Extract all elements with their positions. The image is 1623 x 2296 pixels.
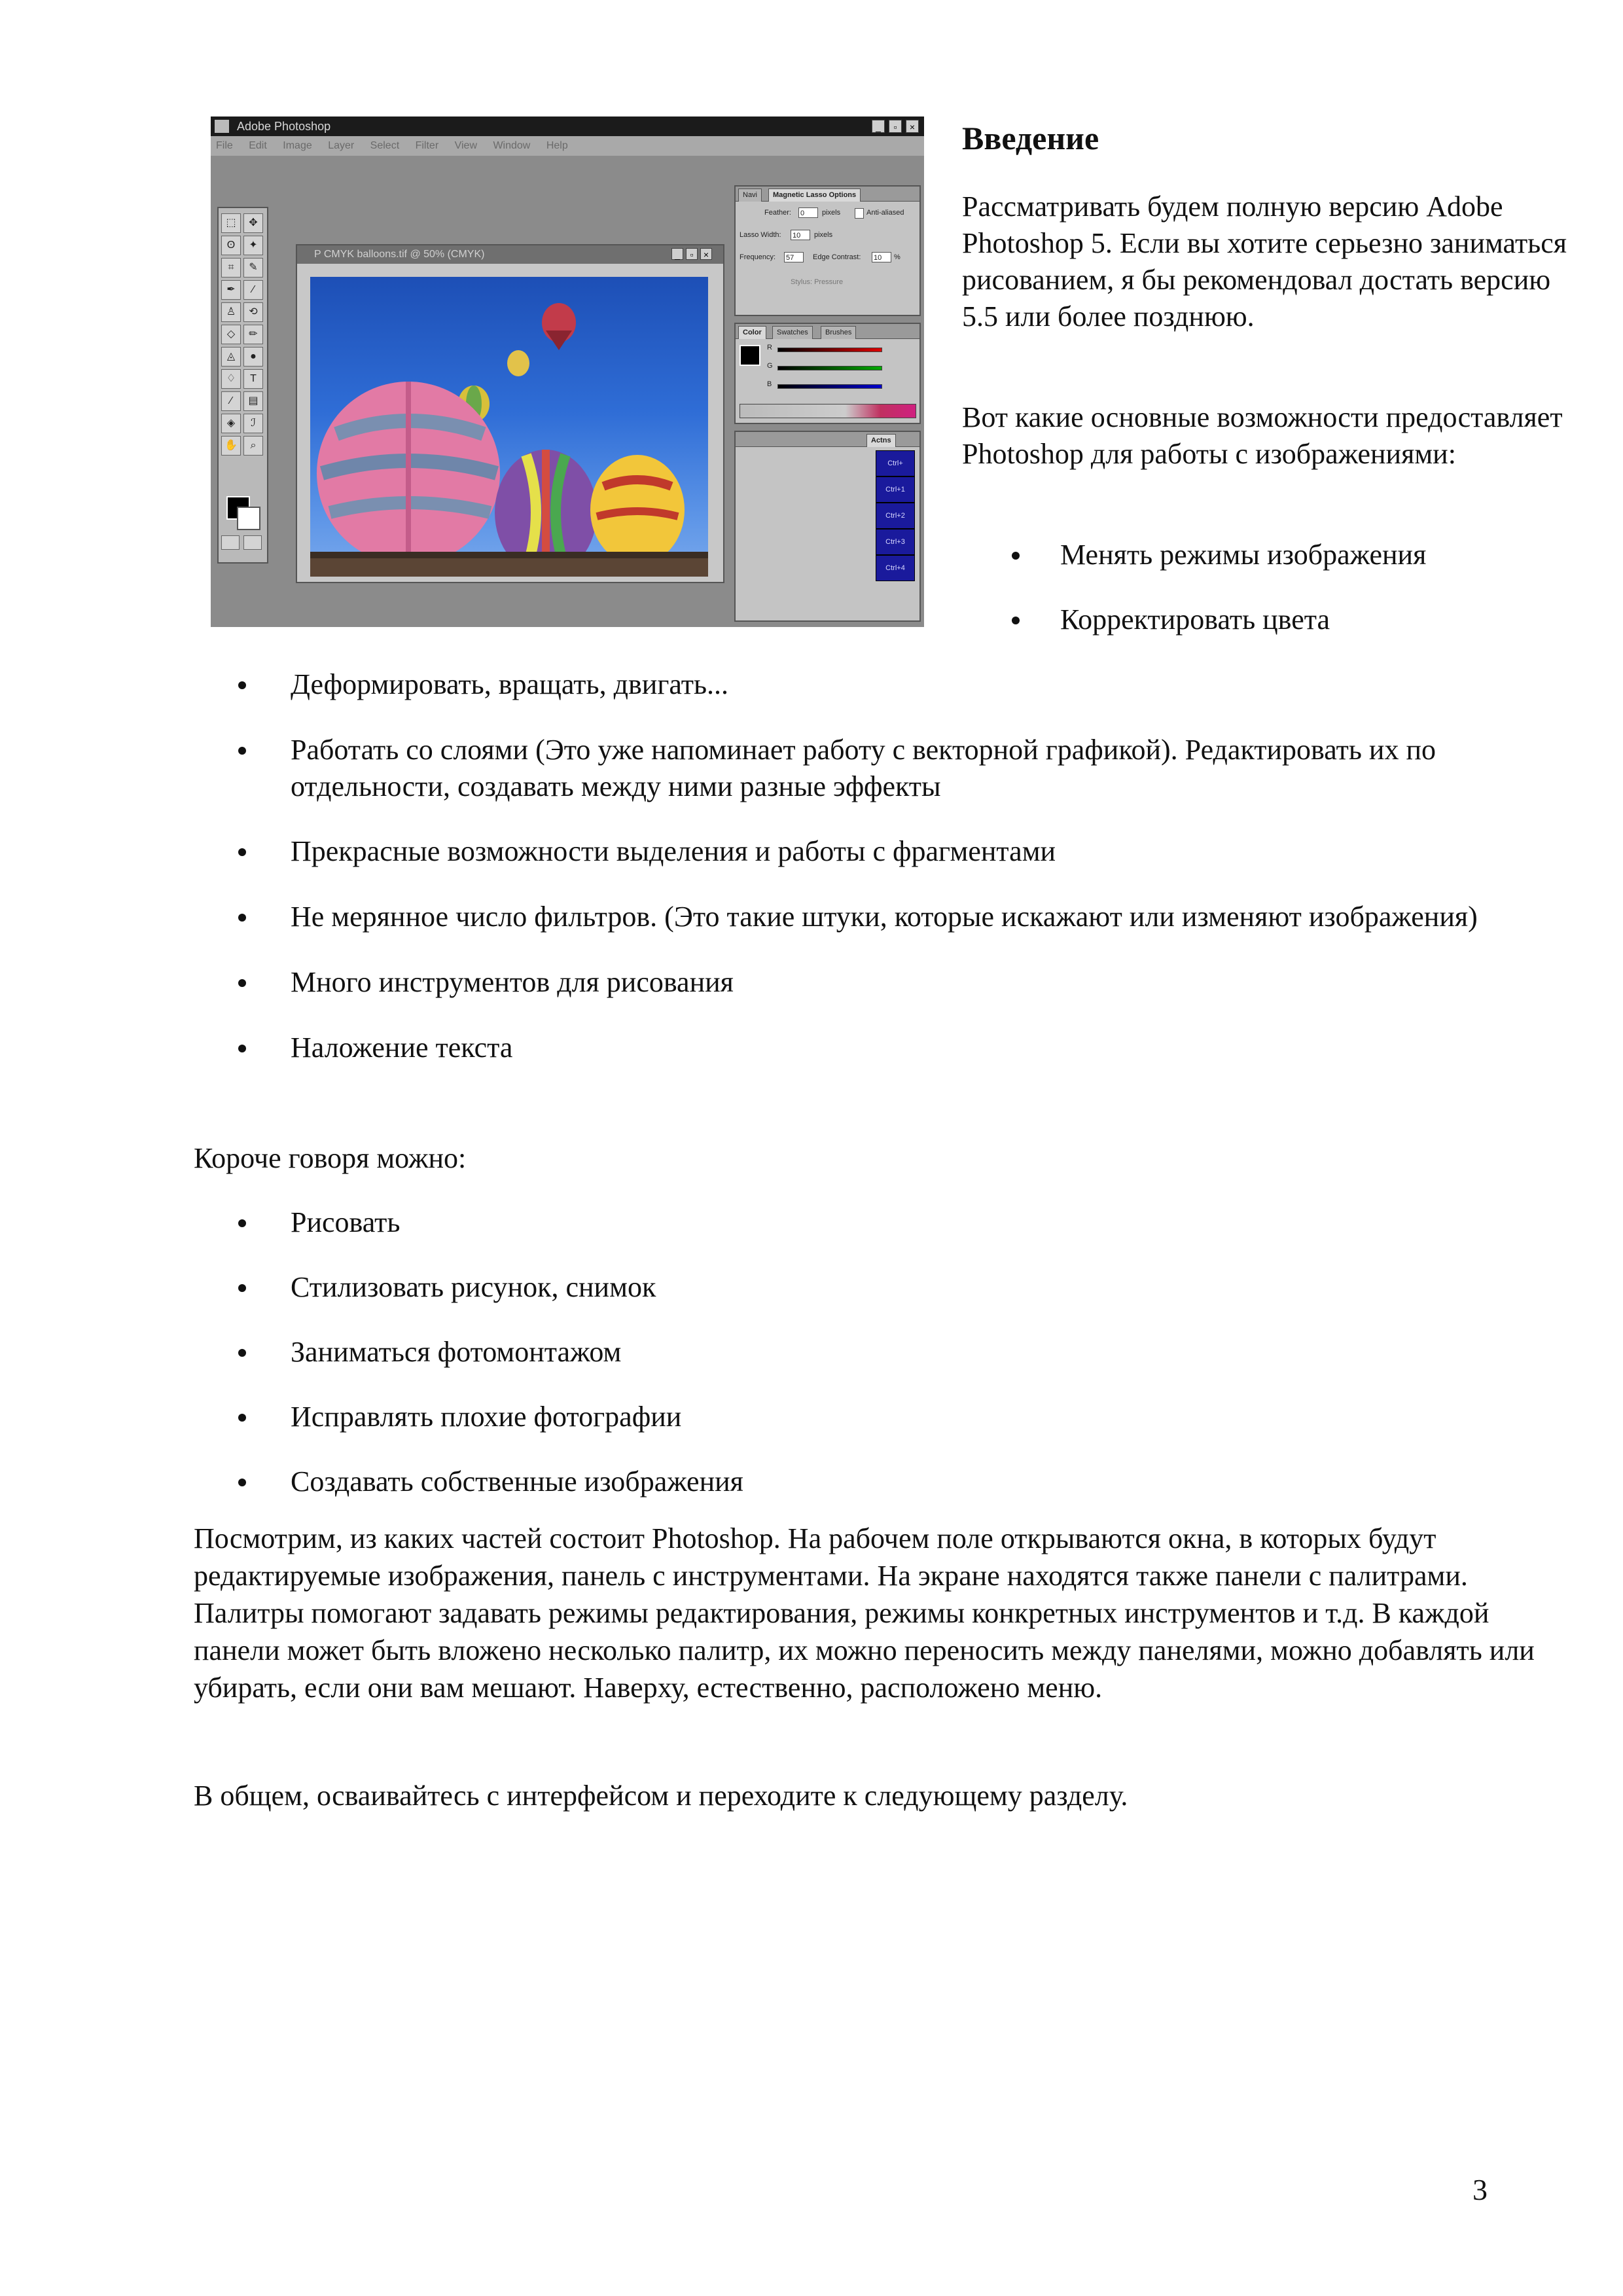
quick-mask-icon[interactable]	[243, 535, 262, 550]
action-button-4[interactable]: Ctrl+4	[876, 555, 915, 581]
bullet-icon	[238, 1045, 246, 1052]
list-item: Работать со слоями (Это уже напоминает работу с векторной графикой). Редактировать их по отдельности, создавать между ними разные эффекты	[194, 732, 1581, 805]
action-button-1[interactable]: Ctrl+1	[876, 476, 915, 503]
menu-image[interactable]: Image	[283, 140, 312, 151]
channel-g-label: G	[767, 362, 773, 370]
tab-swatches[interactable]: Swatches	[772, 326, 813, 339]
tab-navigator[interactable]: Navi	[738, 188, 762, 202]
document-window	[296, 244, 724, 583]
move-icon[interactable]: ✥	[243, 213, 263, 233]
list-item: Корректировать цвета	[967, 601, 1596, 638]
section-heading: Введение	[962, 120, 1099, 156]
list-item: Стилизовать рисунок, снимок	[194, 1269, 1581, 1306]
bullet-icon	[238, 681, 246, 689]
list-item: Создавать собственные изображения	[194, 1463, 1581, 1500]
action-button-3[interactable]: Ctrl+3	[876, 529, 915, 555]
action-button-0[interactable]: Ctrl+	[876, 450, 915, 476]
menu-select[interactable]: Select	[370, 140, 400, 151]
channel-b-label: B	[767, 380, 772, 388]
crop-icon[interactable]: ⌗	[221, 258, 241, 278]
menu-edit[interactable]: Edit	[249, 140, 267, 151]
lasso-width-label: Lasso Width:	[740, 231, 781, 239]
type-icon[interactable]: T	[243, 369, 263, 389]
minimize-icon[interactable]: _	[872, 120, 885, 133]
list-item: Исправлять плохие фотографии	[194, 1399, 1581, 1435]
bullet-icon	[238, 1284, 246, 1292]
closing-paragraph: В общем, осваивайтесь с интерфейсом и переходите к следующему разделу.	[194, 1780, 1128, 1812]
stamp-icon[interactable]: ♙	[221, 302, 241, 322]
list-item: Заниматься фотомонтажом	[194, 1334, 1581, 1371]
eraser-icon[interactable]: ◇	[221, 325, 241, 344]
frequency-label: Frequency:	[740, 253, 776, 261]
background-color-swatch[interactable]	[237, 507, 260, 530]
gradient-icon[interactable]: ▤	[243, 391, 263, 411]
slice-icon[interactable]: ✎	[243, 258, 263, 278]
hand-icon[interactable]: ✋	[221, 436, 241, 456]
list-item: Не мерянное число фильтров. (Это такие штуки, которые искажают или изменяют изображения)	[194, 899, 1581, 935]
doc-close-icon[interactable]: ×	[700, 248, 712, 260]
zoom-icon[interactable]: ⌕	[243, 436, 263, 456]
tab-actions[interactable]: Actns	[866, 434, 896, 447]
menu-file[interactable]: File	[216, 140, 233, 151]
bullet-icon	[238, 979, 246, 987]
edge-contrast-unit: %	[894, 253, 901, 261]
page-number: 3	[1472, 2173, 1488, 2206]
stylus-pressure-label: Stylus: Pressure	[791, 278, 844, 286]
list-item: Рисовать	[194, 1204, 1581, 1241]
capabilities-lead: Вот какие основные возможности предоставляет Photoshop для работы с изображениями:	[962, 401, 1563, 470]
green-slider[interactable]	[777, 366, 882, 370]
toolbox	[217, 207, 268, 564]
doc-maximize-icon[interactable]: ▫	[686, 248, 698, 260]
app-menubar	[211, 136, 924, 156]
app-titlebar	[211, 117, 924, 136]
menu-filter[interactable]: Filter	[415, 140, 439, 151]
balloons-photo	[310, 277, 708, 577]
actions-palette-tabs	[736, 432, 919, 447]
history-brush-icon[interactable]: ⟲	[243, 302, 263, 322]
list-item: Наложение текста	[194, 1030, 1581, 1066]
lasso-width-unit: pixels	[814, 231, 833, 239]
airbrush-icon[interactable]: ✒	[221, 280, 241, 300]
balloons-illustration	[310, 277, 708, 577]
maximize-icon[interactable]: ▫	[889, 120, 902, 133]
pencil-icon[interactable]: ✏	[243, 325, 263, 344]
blur-icon[interactable]: ◬	[221, 347, 241, 367]
menu-window[interactable]: Window	[493, 140, 531, 151]
frequency-input[interactable]: 57	[784, 252, 804, 262]
eyedropper-icon[interactable]: ℐ	[243, 414, 263, 433]
bullet-icon	[238, 914, 246, 922]
tab-brushes[interactable]: Brushes	[821, 326, 856, 339]
short-bullet-list	[194, 1204, 1581, 1500]
action-button-2[interactable]: Ctrl+2	[876, 503, 915, 529]
bullet-icon	[238, 1349, 246, 1357]
workspace	[211, 156, 924, 627]
app-title: Adobe Photoshop	[237, 120, 331, 133]
paint-bucket-icon[interactable]: ◈	[221, 414, 241, 433]
red-slider[interactable]	[777, 348, 882, 352]
feather-input[interactable]: 0	[798, 207, 818, 218]
short-lead: Короче говоря можно:	[194, 1142, 467, 1174]
dodge-icon[interactable]: ●	[243, 347, 263, 367]
paintbrush-icon[interactable]: ⁄	[243, 280, 263, 300]
doc-minimize-icon[interactable]: _	[671, 248, 683, 260]
antialiased-checkbox[interactable]	[855, 208, 864, 219]
tab-magnetic-lasso-options[interactable]: Magnetic Lasso Options	[768, 188, 861, 202]
measure-icon[interactable]: ⁄	[221, 391, 241, 411]
feather-label: Feather:	[764, 209, 791, 217]
menu-help[interactable]: Help	[546, 140, 568, 151]
pen-icon[interactable]: ♢	[221, 369, 241, 389]
bullet-icon	[1012, 617, 1020, 624]
list-item: Много инструментов для рисования	[194, 964, 1581, 1001]
menu-layer[interactable]: Layer	[328, 140, 355, 151]
bullet-icon	[238, 848, 246, 856]
photoshop-app-icon	[215, 120, 229, 133]
document-titlebar	[297, 245, 723, 264]
top-bullet-list	[967, 537, 1596, 638]
list-item: Менять режимы изображения	[967, 537, 1596, 573]
lasso-width-input[interactable]: 10	[791, 230, 810, 240]
intro-paragraph: Рассматривать будем полную версию Adobe Photoshop 5. Если вы хотите серьезно заниматься рисованием, я бы рекомендовал достать версию 5.5 или более позднюю.	[962, 190, 1567, 332]
color-ramp[interactable]	[740, 404, 916, 418]
actions-palette	[734, 431, 921, 622]
color-palette-tabs	[736, 324, 919, 339]
antialiased-label: Anti-aliased	[866, 209, 904, 217]
main-bullet-list	[194, 666, 1581, 1066]
photoshop-screenshot	[211, 117, 924, 627]
bullet-icon	[238, 1219, 246, 1227]
options-palette	[734, 185, 921, 316]
edge-contrast-label: Edge Contrast:	[813, 253, 861, 261]
bullet-icon	[238, 1414, 246, 1422]
list-item: Деформировать, вращать, двигать...	[194, 666, 1581, 703]
description-paragraph: Посмотрим, из каких частей состоит Photoshop. На рабочем поле открываются окна, в которых будут редактируемые изображения, панель с инструментами. На экране находятся также панели с палитрами. Палитры помогают задавать режимы редактирования, режимы конкретных инструментов и т.д. В каждой панели может быть вложено несколько палитр, их можно переносить между панелями, можно добавлять или убирать, если они вам мешают. Наверху, естественно, расположено меню.	[194, 1522, 1535, 1704]
list-item: Прекрасные возможности выделения и работы с фрагментами	[194, 833, 1581, 870]
color-foreground-swatch[interactable]	[740, 345, 760, 366]
lasso-icon[interactable]: ʘ	[221, 236, 241, 255]
tab-color[interactable]: Color	[738, 326, 766, 339]
magic-wand-icon[interactable]: ✦	[243, 236, 263, 255]
standard-mode-icon[interactable]	[221, 535, 240, 550]
marquee-icon[interactable]: ⬚	[221, 213, 241, 233]
bullet-icon	[238, 1479, 246, 1486]
close-icon[interactable]: ×	[906, 120, 919, 133]
blue-slider[interactable]	[777, 384, 882, 389]
bullet-icon	[1012, 552, 1020, 560]
options-palette-tabs	[736, 187, 919, 202]
color-palette	[734, 323, 921, 424]
edge-contrast-input[interactable]: 10	[872, 252, 891, 262]
document-title: P CMYK balloons.tif @ 50% (CMYK)	[314, 249, 485, 260]
channel-r-label: R	[767, 344, 772, 351]
menu-view[interactable]: View	[454, 140, 477, 151]
bullet-icon	[238, 747, 246, 755]
feather-unit: pixels	[822, 209, 841, 217]
